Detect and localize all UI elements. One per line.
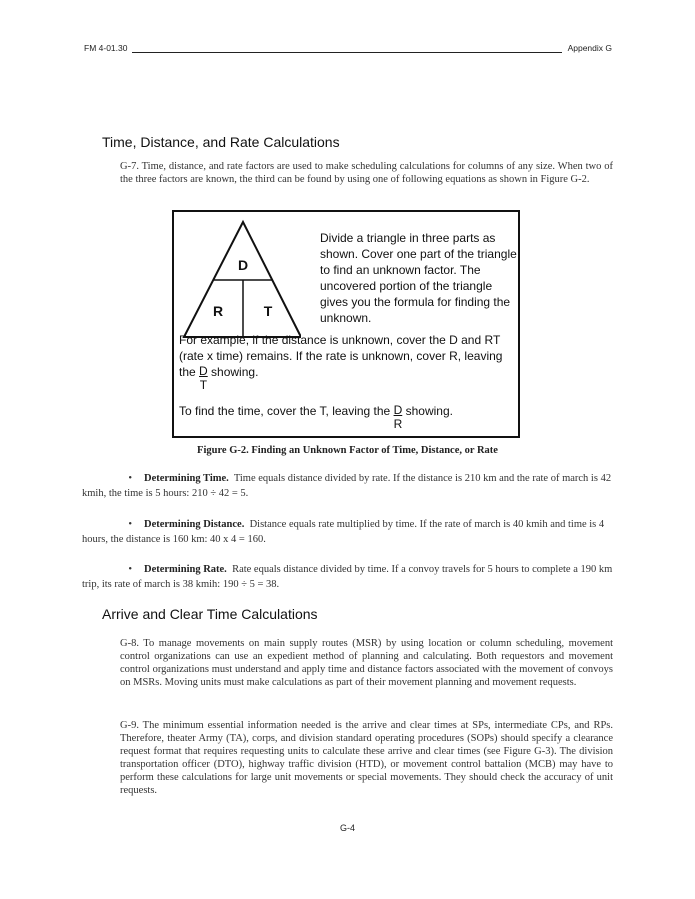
bullet-dot: • [128,473,132,484]
fraction-denominator: R [393,417,403,431]
triangle-label-d: D [237,257,249,273]
figure-g2-box [172,210,520,438]
time-example-text: To find the time, cover the T, leaving the [179,404,391,418]
page-number: G-4 [339,823,355,833]
fraction-d-over-t [199,364,208,392]
example-text: For example, if the distance is unknown, cover the D and RT (rate x time) remains. If the rate is unknown, cover R, leaving the [179,333,503,379]
fraction-numerator: D [393,403,403,417]
fraction-numerator: D [199,364,208,378]
time-example-suffix: showing. [405,404,453,418]
figure-instructions: Divide a triangle in three parts as shown. Cover one part of the triangle to find an unknown factor. The uncovered portion of the triangle gives you the formula for finding the unknown. [320,231,517,325]
header-doc-id: FM 4-01.30 [84,43,128,53]
figure-time-example [179,403,517,431]
fraction-d-over-r [394,403,403,431]
triangle-label-t: T [263,303,273,319]
fraction-denominator: T [199,378,208,392]
figure-caption: Figure G-2. Finding an Unknown Factor of Time, Distance, or Rate [197,445,498,456]
triangle-label-r: R [212,303,224,319]
paragraph-g8: G-8. To manage movements on main supply routes (MSR) by using location or column scheduling, movement control organizations can use an expedient method of planning and calculating. Both requestors and movement control organizations must understand and apply time and distance factors associated with the movement of convoys on MSRs. Moving units must make calculations as part of their movement planning and movement requests. [120,638,613,688]
bullet-text: Rate equals distance divided by time. If a convoy travels for 5 hours to complete a 190 km trip, its rate of march is 38 kmih: 190 ÷ 5 = 38. [82,564,613,590]
bullet-term: Determining Time. [144,473,229,484]
bullet-determining-rate [82,562,613,592]
bullet-dot: • [128,519,132,530]
bullet-text: Time equals distance divided by rate. If the distance is 210 km and the rate of march is 42 kmih, the time is 5 hours: 210 ÷ 42 = 5. [82,473,612,499]
figure-example [179,332,517,392]
bullet-text: Distance equals rate multiplied by time. If the rate of march is 40 kmih and time is 4 hours, the distance is 160 km: 40 x 4 = 160. [82,519,605,545]
drt-triangle-diagram [181,219,301,341]
bullet-determining-distance [82,517,613,547]
header-appendix: Appendix G [567,43,612,53]
page-header [84,43,612,57]
paragraph-g9: G-9. The minimum essential information needed is the arrive and clear times at SPs, intermediate CPs, and RPs. Therefore, theater Army (TA), corps, and division standard operating procedures (SOPs) should specify a clearance request format that requires requesting units to calculate these arrive and clear times (see Figure G-3). The division transportation officer (DTO), highway traffic division (HTD), or movement control battalion (MCB) may have to perform these calculations for large unit movements or special movements. They should check the accuracy of unit requests. [120,720,613,796]
example-suffix: showing. [211,365,259,379]
section-title-arrive-clear: Arrive and Clear Time Calculations [102,606,318,622]
section-title-time-distance-rate: Time, Distance, and Rate Calculations [102,134,340,150]
header-rule [132,52,562,53]
bullet-term: Determining Distance. [144,519,245,530]
bullet-term: Determining Rate. [144,564,227,575]
bullet-determining-time [82,471,613,501]
paragraph-g7: G-7. Time, distance, and rate factors are used to make scheduling calculations for columns of any size. When two of the three factors are known, the third can be found by using one of following equations as shown in Figure G-2. [120,161,613,185]
bullet-dot: • [128,564,132,575]
